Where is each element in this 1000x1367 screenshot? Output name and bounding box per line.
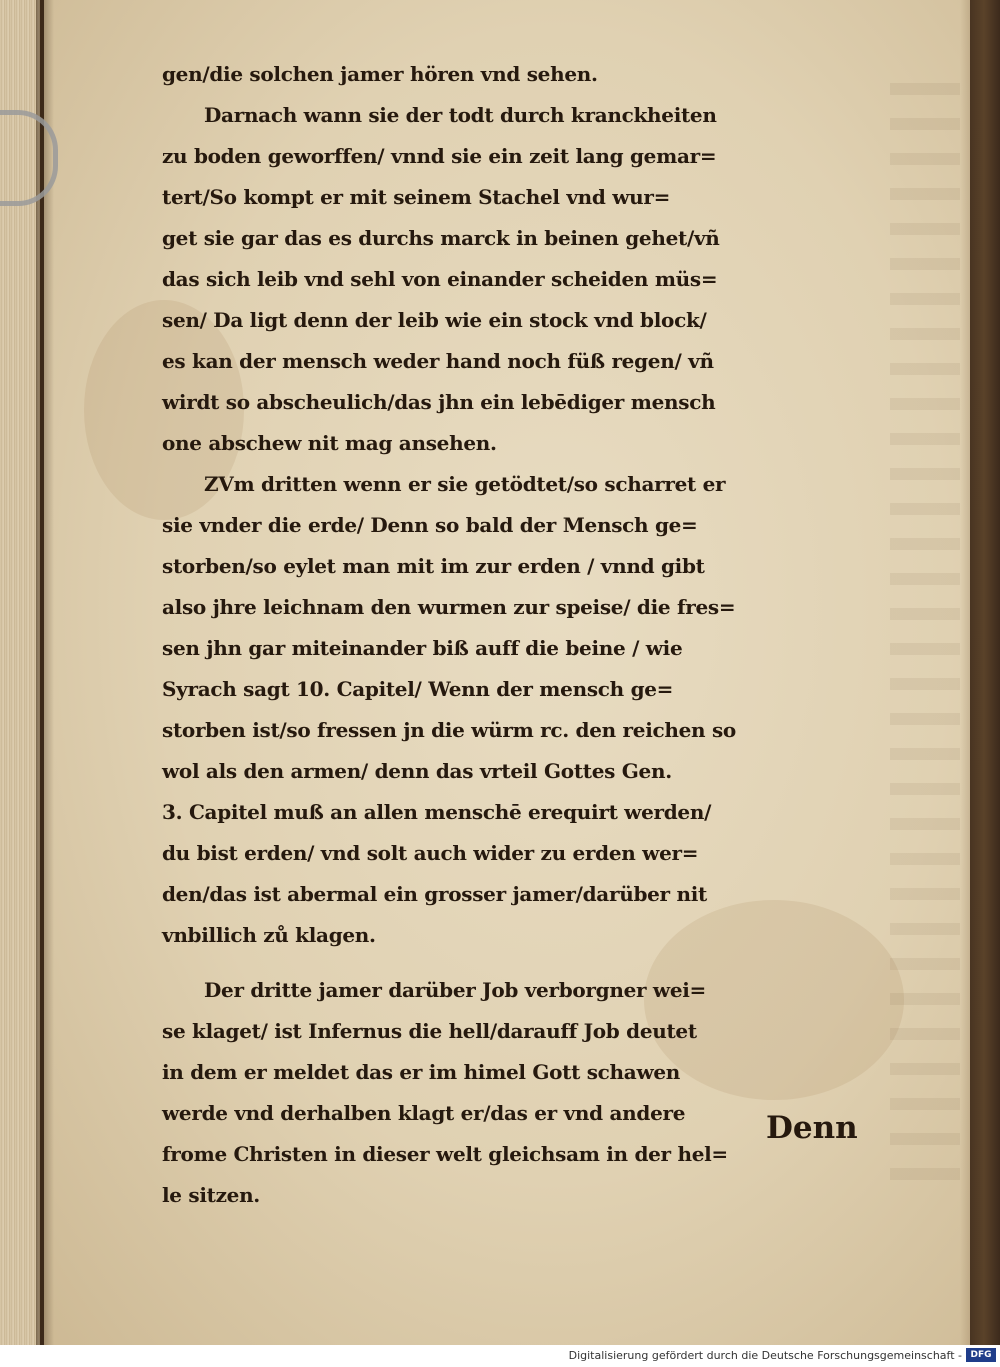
text-line: wol als den armen/ denn das vrteil Gottes Gen. xyxy=(162,759,672,783)
text-line: den/das ist abermal ein grosser jamer/darüber nit xyxy=(162,882,707,906)
text-line: es kan der mensch weder hand noch füß regen/ vñ xyxy=(162,349,714,373)
digitization-credit: Digitalisierung gefördert durch die Deutsche Forschungsgemeinschaft - xyxy=(568,1349,962,1362)
text-line: sen jhn gar miteinander biß auff die beine / wie xyxy=(162,636,683,660)
text-line: in dem er meldet das er im himel Gott schawen xyxy=(162,1060,681,1084)
text-line: se klaget/ ist Infernus die hell/darauff Job deutet xyxy=(162,1019,697,1043)
text-line: Der dritte jamer darüber Job verborgner wei= xyxy=(204,978,707,1002)
text-line: frome Christen in dieser welt gleichsam in der hel= xyxy=(162,1142,728,1166)
dfg-logo: DFG xyxy=(966,1348,996,1362)
text-line: ZVm dritten wenn er sie getödtet/so scharret er xyxy=(204,472,726,496)
text-line: storben/so eylet man mit im zur erden / vnnd gibt xyxy=(162,554,705,578)
catchword: Denn xyxy=(766,1110,858,1146)
page-right-edge xyxy=(960,0,1000,1345)
text-line: werde vnd derhalben klagt er/das er vnd andere xyxy=(162,1101,686,1125)
text-line: get sie gar das es durchs marck in beinen gehet/vñ xyxy=(162,226,720,250)
text-line: das sich leib vnd sehl von einander scheiden müs= xyxy=(162,267,718,291)
text-line: le sitzen. xyxy=(162,1183,260,1207)
text-line: 3. Capitel muß an allen menschē erequirt werden/ xyxy=(162,800,712,824)
binding-shadow xyxy=(36,0,54,1345)
text-line: zu boden geworffen/ vnnd sie ein zeit lang gemar= xyxy=(162,144,717,168)
text-line: one abschew nit mag ansehen. xyxy=(162,431,497,455)
page-body-text xyxy=(162,54,922,1216)
text-line: Darnach wann sie der todt durch kranckheiten xyxy=(204,103,717,127)
footer-bar xyxy=(0,1345,1000,1367)
text-line: also jhre leichnam den wurmen zur speise/ die fres= xyxy=(162,595,736,619)
text-line: Syrach sagt 10. Capitel/ Wenn der mensch ge= xyxy=(162,677,674,701)
text-line: storben ist/so fressen jn die würm rc. den reichen so xyxy=(162,718,736,742)
text-line: wirdt so abscheulich/das jhn ein lebēdiger mensch xyxy=(162,390,716,414)
text-line: du bist erden/ vnd solt auch wider zu erden wer= xyxy=(162,841,699,865)
text-line: sen/ Da ligt denn der leib wie ein stock vnd block/ xyxy=(162,308,707,332)
text-line: tert/So kompt er mit seinem Stachel vnd wur= xyxy=(162,185,671,209)
text-line: vnbillich zů klagen. xyxy=(162,923,376,947)
text-line: gen/die solchen jamer hören vnd sehen. xyxy=(162,62,598,86)
text-line: sie vnder die erde/ Denn so bald der Mensch ge= xyxy=(162,513,698,537)
